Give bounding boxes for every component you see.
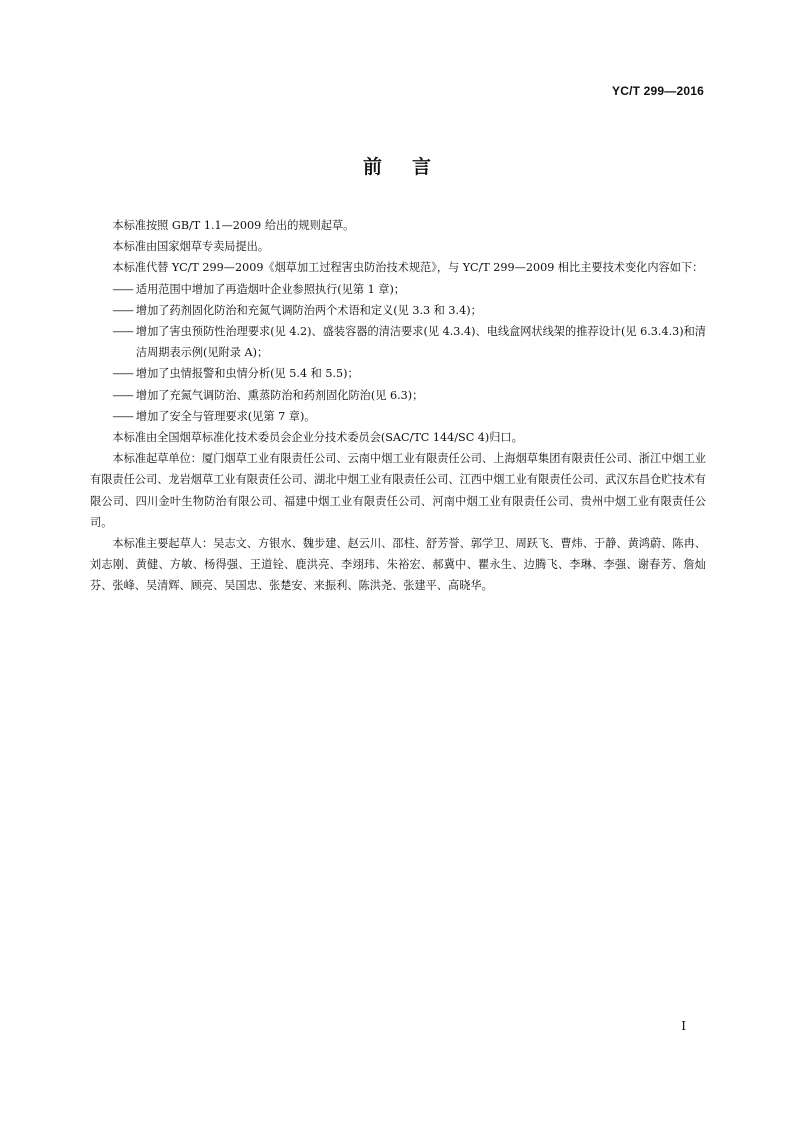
change-item xyxy=(90,279,706,300)
change-item-text: 增加了药剂固化防治和充氮气调防治两个术语和定义(见 3.3 和 3.4)； xyxy=(135,303,482,317)
page-number: I xyxy=(681,1019,686,1033)
dash-marker: —— xyxy=(112,325,133,339)
paragraph-technical-committee: 本标准由全国烟草标准化技术委员会企业分技术委员会(SAC/TC 144/SC 4)归口。 xyxy=(112,431,523,445)
change-item xyxy=(90,385,706,406)
change-item-text: 适用范围中增加了再造烟叶企业参照执行(见第 1 章)； xyxy=(135,282,405,296)
change-item-text: 增加了充氮气调防治、熏蒸防治和药剂固化防治(见 6.3)； xyxy=(135,388,424,402)
change-item xyxy=(90,321,706,363)
dash-marker: —— xyxy=(112,388,133,402)
paragraph-drafting-units: 本标准起草单位：厦门烟草工业有限责任公司、云南中烟工业有限责任公司、上海烟草集团有限责任公司、浙江中烟工业有限责任公司、龙岩烟草工业有限责任公司、湖北中烟工业有限责任公司、江西中烟工业有限责任公司、武汉东昌仓贮技术有限公司、四川金叶生物防治有限公司、福建中烟工业有限责任公司、河南中烟工业有限责任公司、贵州中烟工业有限责任公司。 xyxy=(90,452,706,529)
paragraph-proposer: 本标准由国家烟草专卖局提出。 xyxy=(112,240,270,254)
change-item-text: 增加了安全与管理要求(见第 7 章)。 xyxy=(135,409,316,423)
change-item xyxy=(90,300,706,321)
change-item-text: 增加了害虫预防性治理要求(见 4.2)、盛装容器的清洁要求(见 4.3.4)、电线盒网状线架的推荐设计(见 6.3.4.3)和清洁周期表示例(见附录 A)； xyxy=(135,325,706,360)
dash-marker: —— xyxy=(112,282,133,296)
dash-marker: —— xyxy=(112,303,133,317)
foreword-content xyxy=(90,215,706,597)
dash-marker: —— xyxy=(112,409,133,423)
paragraph-drafting-rules: 本标准按照 GB/T 1.1—2009 给出的规则起草。 xyxy=(112,219,355,232)
paragraph-drafters: 本标准主要起草人：吴志文、方银水、魏步建、赵云川、邵柱、舒芳誉、郭学卫、周跃飞、曹炜、于静、黄鸿蔚、陈冉、刘志刚、黄健、方敏、杨得强、王道铨、鹿洪亮、李翊玮、朱裕宏、郝冀中、瞿永生、边腾飞、李琳、李强、谢春芳、詹灿芬、张峰、吴清辉、顾亮、吴国忠、张楚安、来振利、陈洪尧、张建平、高晓华。 xyxy=(90,537,706,593)
paragraph-replaces: 本标准代替 YC/T 299—2009《烟草加工过程害虫防治技术规范》，与 YC/T 299—2009 相比主要技术变化内容如下： xyxy=(112,261,704,275)
change-item xyxy=(90,363,706,384)
page-title: 前言 xyxy=(362,156,461,178)
dash-marker: —— xyxy=(112,367,133,381)
change-item xyxy=(90,406,706,427)
document-code: YC/T 299—2016 xyxy=(612,84,704,98)
change-item-text: 增加了虫情报警和虫情分析(见 5.4 和 5.5)； xyxy=(135,367,359,381)
